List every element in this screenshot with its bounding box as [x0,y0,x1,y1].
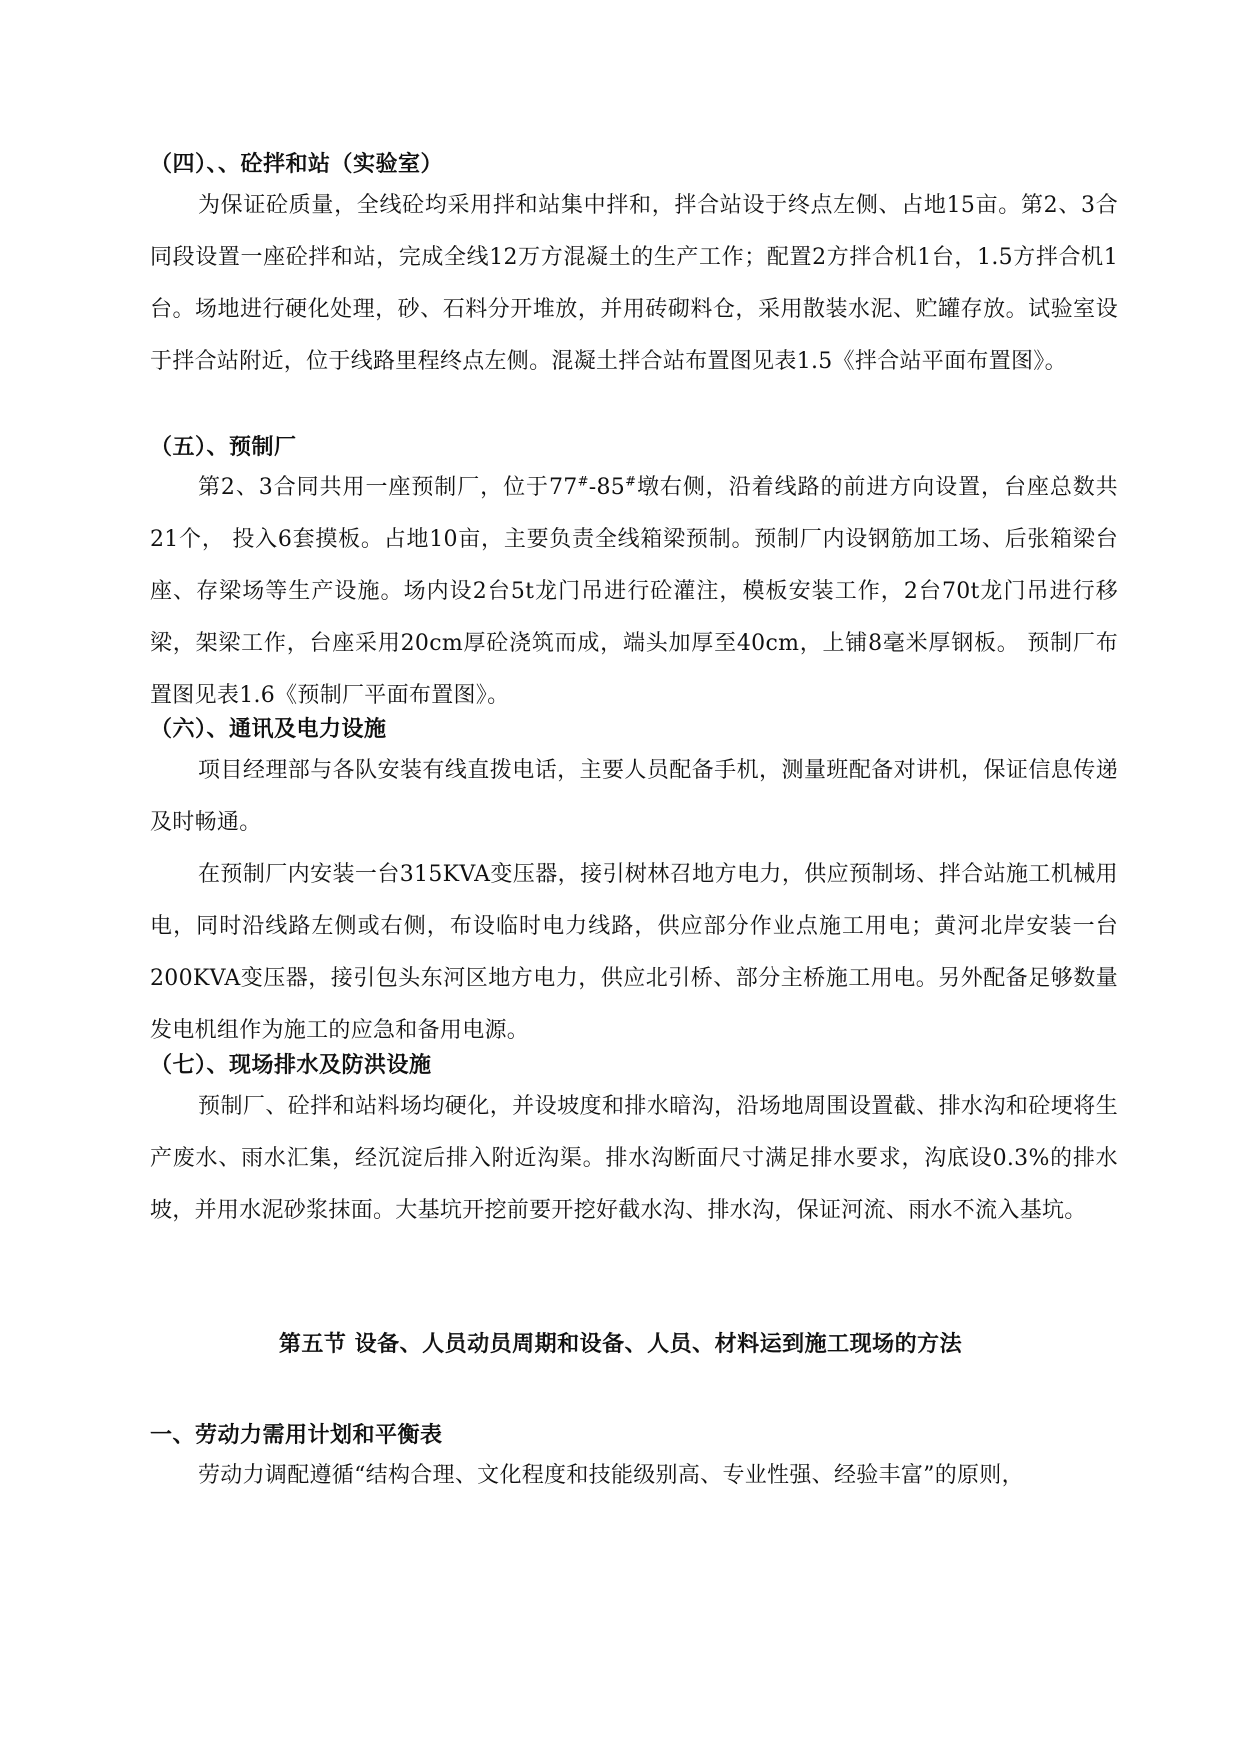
heading-drainage-flood-control: （七）、现场排水及防洪设施 [150,1052,432,1078]
chapter-title: 第五节 设备、人员动员周期和设备、人员、材料运到施工现场的方法 [278,1331,963,1357]
paragraph-concrete-mixing-station: 为保证砼质量，全线砼均采用拌和站集中拌和，拌合站设于终点左侧、占地15亩。第2、3合同段设置一座砼拌和站，完成全线12万方混凝土的生产工作；配置2方拌合机1台，1.5方拌合机1台。场地进行硬化处理，砂、石料分开堆放，并用砖砌料仓，采用散装水泥、贮罐存放。试验室设于拌合站附近，位于线路里程终点左侧。混凝土拌合站布置图见表1.5《拌合站平面布置图》。 [150,193,1118,374]
heading-labor-plan: 一、劳动力需用计划和平衡表 [150,1422,443,1448]
paragraph-labor-plan: 劳动力调配遵循“结构合理、文化程度和技能级别高、专业性强、经验丰富”的原则， [198,1463,1024,1488]
heading-communication-power: （六）、通讯及电力设施 [150,716,387,742]
heading-concrete-mixing-station: （四）、、砼拌和站（实验室） [150,151,444,177]
paragraph-power-supply: 在预制厂内安装一台315KVA变压器，接引树林召地方电力，供应预制场、拌合站施工机械用电，同时沿线路左侧或右侧，布设临时电力线路，供应部分作业点施工用电；黄河北岸安装一台200KVA变压器，接引包头东河区地方电力，供应北引桥、部分主桥施工用电。另外配备足够数量发电机组作为施工的应急和备用电源。 [150,862,1118,1043]
paragraph-drainage-flood-control: 预制厂、砼拌和站料场均硬化，并设坡度和排水暗沟，沿场地周围设置截、排水沟和砼埂将生产废水、雨水汇集，经沉淀后排入附近沟渠。排水沟断面尺寸满足排水要求，沟底设0.3%的排水坡，并用水泥砂浆抹面。大基坑开挖前要开挖好截水沟、排水沟，保证河流、雨水不流入基坑。 [150,1094,1118,1223]
paragraph-prefabrication-plant: 第2、3合同共用一座预制厂，位于77#-85#墩右侧，沿着线路的前进方向设置，台座总数共21个， 投入6套摸板。占地10亩，主要负责全线箱梁预制。预制厂内设钢筋加工场、后张箱梁台座、存梁场等生产设施。场内设2台5t龙门吊进行砼灌注，模板安装工作，2台70t龙门吊进行移梁，架梁工作，台座采用20cm厚砼浇筑而成，端头加厚至40cm，上铺8毫米厚钢板。 预制厂布置图见表1.6《预制厂平面布置图》。 [150,474,1118,708]
heading-prefabrication-plant: （五）、预制厂 [150,434,297,460]
paragraph-communication: 项目经理部与各队安装有线直拨电话，主要人员配备手机，测量班配备对讲机，保证信息传递及时畅通。 [150,758,1118,835]
